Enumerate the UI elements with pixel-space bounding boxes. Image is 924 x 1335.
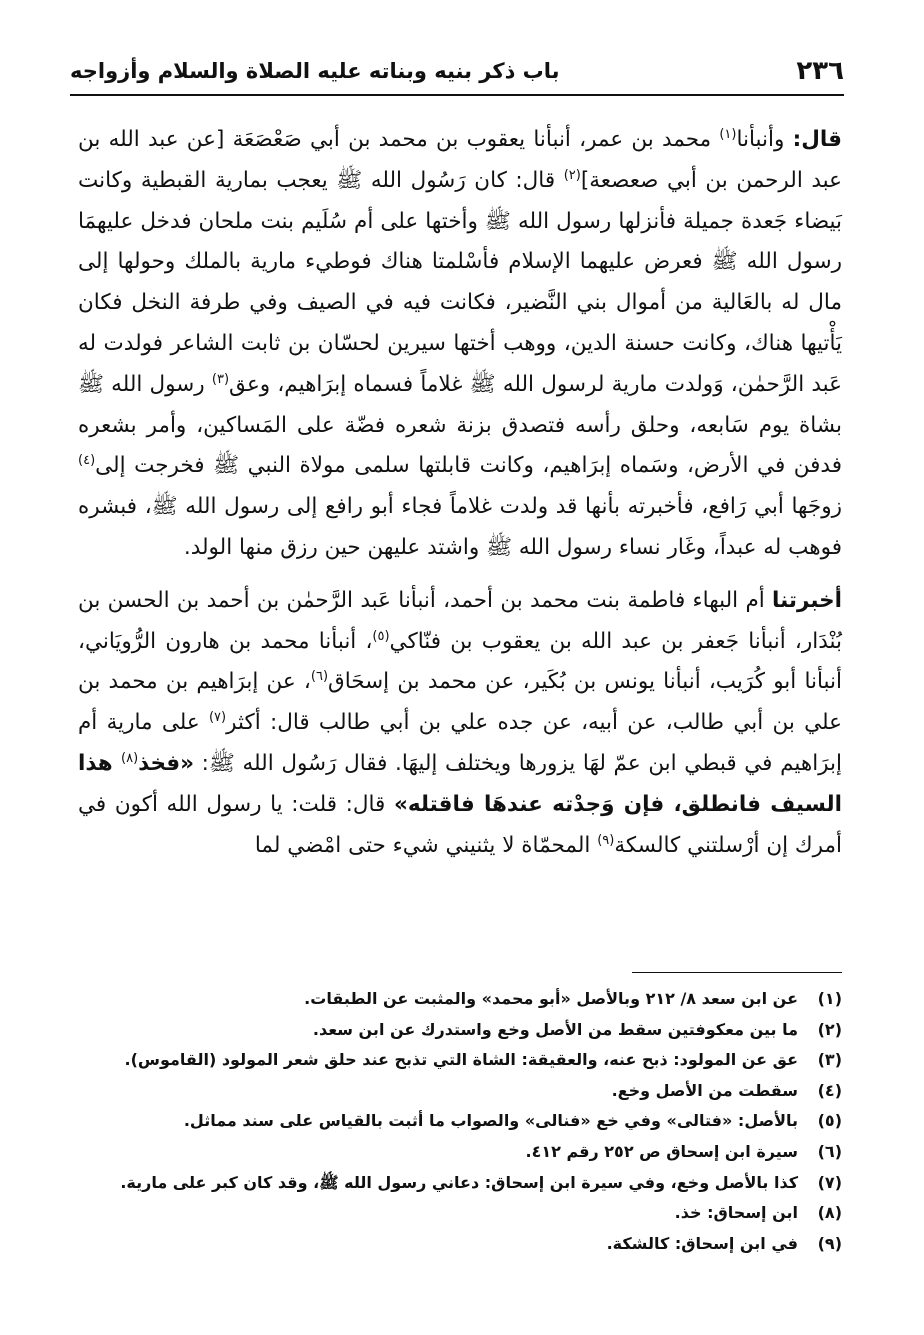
text-run: على مارية أم إبرَاهيم في قبطي ابن عمّ لهَا يزورها ويختلف إليهَا. فقال رَسُول الله ﷺ:	[78, 710, 843, 776]
text-run: محمد بن عمر، أنبأنا يعقوب بن محمد بن أبي صَعْصَعَة [عن عبد الله بن عبد الرحمن بن أبي صعصعة]	[78, 127, 842, 193]
footnote-number: (٦)	[817, 1141, 842, 1161]
footnote-separator	[632, 972, 842, 973]
footnote-ref: (٦)	[310, 669, 329, 685]
running-title: باب ذكر بنيه وبناته عليه الصلاة والسلام وأزواجه	[70, 59, 560, 83]
footnote-ref: (٧)	[208, 710, 227, 725]
footnote	[78, 984, 842, 1015]
text-run: قال: قلت: يا رسول الله أكون في أمرك إن أرْسلتني كالسكة	[78, 791, 842, 858]
footnote-text: كذا بالأصل وخع، وفي سيرة ابن إسحاق: دعاني رسول الله ﷺ، وقد كان كبر على مارية.	[120, 1172, 798, 1192]
footnote-text: ابن إسحاق: خذ.	[674, 1203, 798, 1223]
footnotes	[78, 984, 842, 1259]
footnote-number: (٣)	[817, 1050, 842, 1070]
footnote-number: (٩)	[817, 1233, 842, 1253]
footnote-ref: (٩)	[597, 832, 615, 848]
footnote	[78, 1168, 842, 1199]
page-number: ٢٣٦	[796, 56, 844, 86]
footnote	[78, 1076, 842, 1107]
quoted-speech: هذا السيف فانطلق، فإن وَجدْته عندهَا فاقتله»	[78, 750, 842, 817]
footnote-number: (٥)	[817, 1111, 842, 1131]
footnote-ref: (٢)	[563, 167, 581, 183]
footnote	[78, 1106, 842, 1137]
page-header	[70, 50, 844, 96]
footnote-text: في ابن إسحاق: كالشكة.	[606, 1233, 798, 1253]
footnote-text: بالأصل: «فتالى» وفي خع «فنالى» والصواب ما أثبت بالقياس على سند مماثل.	[183, 1111, 798, 1131]
footnote-text: ما بين معكوفتين سقط من الأصل وخع واستدرك عن ابن سعد.	[312, 1019, 798, 1039]
text-run: ، أنبأنا محمد بن هارون الرُّويَاني، أنبأنا أبو كُرَيب، أنبأنا يونس بن بُكَير، عن محمد بن إسحَاق	[78, 628, 842, 695]
text-run: رسول الله ﷺ بشاة يوم سَابعه، وحلق رأسه فتصدق بزنة شعره فضّة على المَساكين، وأمر بشعره فدفن في الأرض، وسَماه إبرَاهيم، وكانت قابلتها سلمى مولاة النبي ﷺ فخرجت إلى	[78, 371, 842, 479]
footnote	[78, 1045, 842, 1076]
text-run: زوجَها أبي رَافع، فأخبرته بأنها قد ولدت غلاماً فجاء أبو رافع إلى رسول الله ﷺ، فبشره فوهب له عبداً، وغَار نساء رسول الله ﷺ واشتد عليهن حين رزق منها الولد.	[78, 494, 842, 560]
footnote	[78, 1198, 842, 1229]
text-run: أم البهاء فاطمة بنت محمد بن أحمد، أنبأنا عَبد الرَّحمٰن بن أحمد بن الحسن بن بُنْدَار، أنبأنا جَعفر بن عبد الله بن يعقوب بن فنّاكي	[78, 587, 842, 654]
footnote	[78, 1015, 842, 1046]
text-run: المحمّاة لا يثنيني شيء حتى امْضي لما	[254, 832, 598, 858]
paragraph-lead: قال:	[792, 127, 842, 152]
footnote-number: (٨)	[817, 1203, 842, 1223]
text-run: قال: كان رَسُول الله ﷺ يعجب بمارية القبطية وكانت بَيضاء جَعدة جميلة فأنزلها رسول الله ﷺ وأختها على أم سُلَيم بنت ملحان فدخل عليهمَا رسول الله ﷺ فعرض عليهما الإسلام فأسْلمتا هناك فوطيء مارية بالملك وحولها إلى مال له بالعَالية من أموال بني النَّضير، فكانت فيه في الصيف وفي طرفة النخل فكان يَأْتيها هناك، وكانت حسنة الدين، ووهب أختها سيرين لحسّان بن ثابت الشاعر فولدت له عَبد الرَّحمٰن، وَولدت مارية لرسول الله ﷺ غلاماً فسماه إبرَاهيم، وعق	[78, 167, 842, 397]
footnote-ref: (١)	[719, 126, 737, 142]
footnote	[78, 1137, 842, 1168]
paragraph-1	[78, 120, 842, 569]
footnote-ref: (٣)	[211, 371, 230, 387]
footnote-number: (٧)	[817, 1172, 842, 1192]
footnote-ref: (٥)	[372, 628, 390, 644]
paragraph-2	[78, 581, 842, 867]
quoted-speech: «فخذ	[138, 750, 195, 776]
text-run: ، عن إبرَاهيم بن محمد بن علي بن أبي طالب، عن أبيه، عن جده علي بن أبي طالب قال: أكثر	[78, 669, 842, 736]
footnote-ref: (٤)	[78, 453, 96, 469]
text-run: وأنبأنا	[736, 127, 793, 152]
paragraph-lead: أخبرتنا	[772, 587, 842, 613]
footnote-text: سيرة ابن إسحاق ص ٢٥٢ رقم ٤١٢.	[525, 1141, 798, 1161]
footnote-number: (١)	[817, 989, 842, 1008]
footnote-ref: (٨)	[121, 750, 139, 766]
main-text	[78, 120, 842, 866]
footnote-text: عن ابن سعد ٨/ ٢١٢ وبالأصل «أبو محمد» والمثبت عن الطبقات.	[304, 989, 798, 1008]
footnote-text: سقطت من الأصل وخع.	[611, 1080, 798, 1100]
footnote-number: (٤)	[817, 1080, 842, 1100]
footnote	[78, 1229, 842, 1260]
footnote-number: (٢)	[817, 1019, 842, 1039]
footnote-text: عق عن المولود: ذبح عنه، والعقيقة: الشاة التي تذبح عند حلق شعر المولود (القاموس).	[124, 1050, 798, 1070]
